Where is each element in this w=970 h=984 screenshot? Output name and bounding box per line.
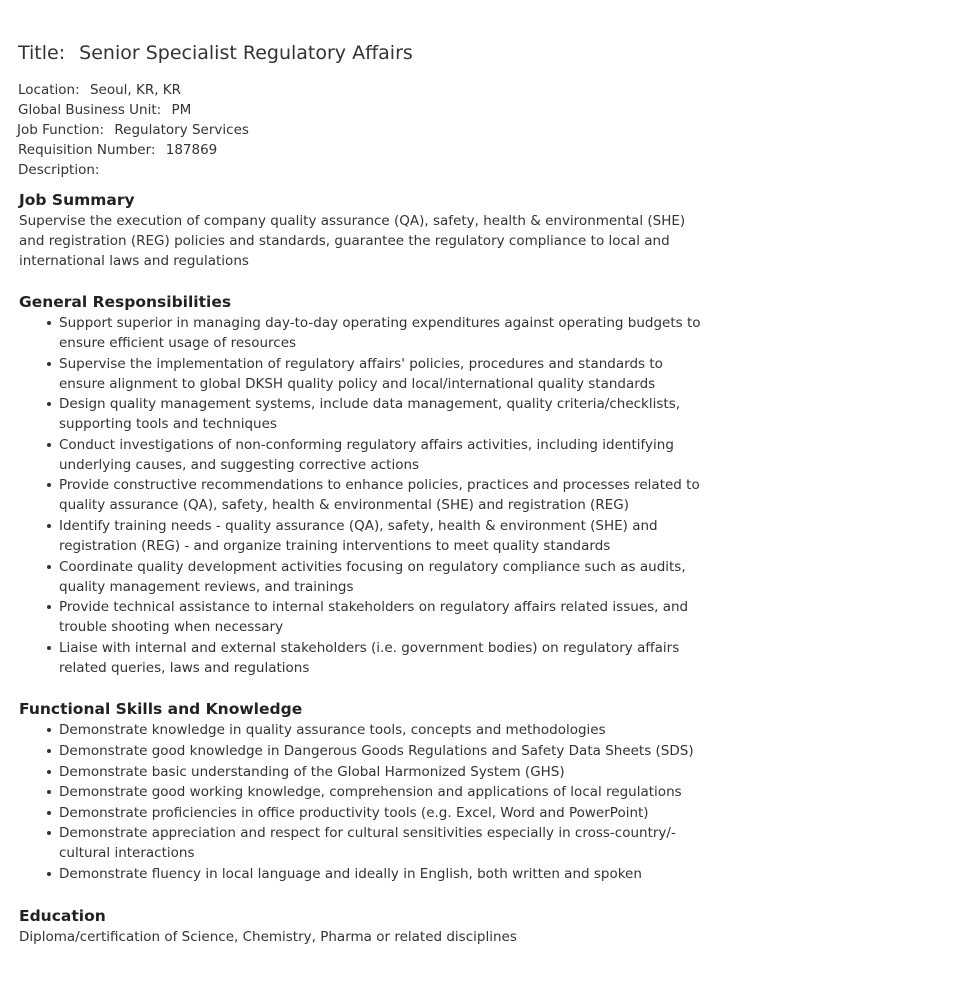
list-item: Demonstrate good knowledge in Dangerous Goods Regulations and Safety Data Sheets (SDS) [59, 741, 709, 761]
list-item: Demonstrate good working knowledge, comprehension and applications of local regulations [59, 782, 709, 802]
general-responsibilities-heading: General Responsibilities [19, 293, 232, 311]
job-posting [18, 40, 718, 947]
job-summary-text: Supervise the execution of company quality assurance (QA), safety, health & environmental (SHE) and registration (REG) policies and standards, guarantee the regulatory compliance to local and international laws and regulations [19, 213, 686, 269]
list-item: Support superior in managing day-to-day operating expenditures against operating budgets to ensure efficient usage of resources [59, 313, 709, 353]
job-description [19, 190, 718, 947]
list-item: Demonstrate fluency in local language and ideally in English, both written and spoken [59, 864, 709, 884]
list-item: Coordinate quality development activities focusing on regulatory compliance such as audits, quality management reviews, and trainings [59, 557, 709, 597]
job-function-label: Job Function: [17, 122, 105, 138]
job-function-value: Regulatory Services [114, 122, 249, 138]
list-item: Demonstrate proficiencies in office productivity tools (e.g. Excel, Word and PowerPoint) [59, 803, 709, 823]
location-label: Location: [18, 82, 80, 98]
education-heading: Education [19, 906, 106, 925]
list-item: Demonstrate basic understanding of the Global Harmonized System (GHS) [59, 762, 709, 782]
location-row [18, 80, 718, 100]
job-title: Senior Specialist Regulatory Affairs [79, 42, 413, 64]
list-item: Demonstrate appreciation and respect for cultural sensitivities especially in cross-country/-cultural interactions [59, 823, 709, 863]
list-item: Identify training needs - quality assurance (QA), safety, health & environment (SHE) and registration (REG) - and organize training interventions to meet quality standards [59, 516, 709, 556]
description-row [18, 160, 718, 180]
location-value: Seoul, KR, KR [89, 82, 182, 98]
list-item: Design quality management systems, include data management, quality criteria/checklists, supporting tools and techniques [59, 394, 709, 434]
general-responsibilities-list [19, 313, 709, 678]
education-text: Diploma/certification of Science, Chemistry, Pharma or related disciplines [19, 928, 517, 945]
functional-skills-list [19, 720, 709, 884]
requisition-label: Requisition Number: [18, 142, 156, 158]
list-item: Conduct investigations of non-conforming regulatory affairs activities, including identifying underlying causes, and suggesting corrective actions [59, 435, 709, 475]
list-item: Provide technical assistance to internal stakeholders on regulatory affairs related issues, and trouble shooting when necessary [59, 597, 709, 637]
description-label: Description: [18, 162, 100, 178]
title-label: Title: [18, 42, 66, 64]
job-function-row [17, 120, 718, 140]
functional-skills-heading: Functional Skills and Knowledge [19, 700, 303, 719]
list-item: Demonstrate knowledge in quality assurance tools, concepts and methodologies [59, 720, 709, 740]
job-summary-heading: Job Summary [19, 191, 135, 209]
list-item: Supervise the implementation of regulatory affairs' policies, procedures and standards to ensure alignment to global DKSH quality policy and local/international quality standards [59, 354, 709, 394]
gbu-value: PM [171, 102, 192, 118]
job-title-row [18, 40, 718, 66]
gbu-row [18, 100, 718, 120]
list-item: Liaise with internal and external stakeholders (i.e. government bodies) on regulatory affairs related queries, laws and regulations [59, 638, 709, 678]
requisition-row [18, 140, 718, 160]
list-item: Provide constructive recommendations to enhance policies, practices and processes related to quality assurance (QA), safety, health & environmental (SHE) and registration (REG) [59, 475, 709, 515]
requisition-value: 187869 [165, 142, 218, 158]
gbu-label: Global Business Unit: [18, 102, 162, 118]
